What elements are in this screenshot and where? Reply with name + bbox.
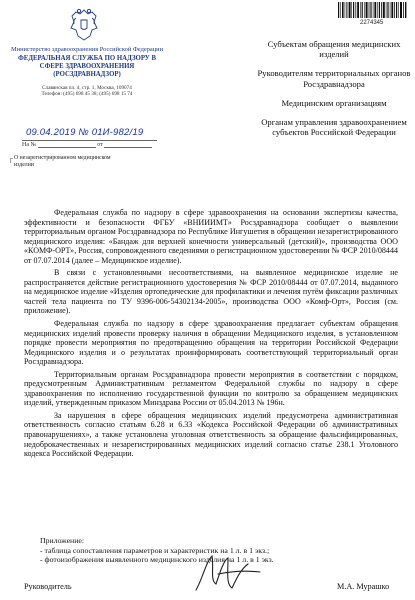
ministry-name: Министерство здравоохранения Российской Федерации: [10, 46, 164, 53]
handwritten-signature: [188, 550, 266, 596]
paragraph-4: Территориальным органам Росздравнадзора провести мероприятия в соответствии с порядком, предусмотренным Административным регламентом Федеральной службы по надзору в сфере здравоохранения по исполнению государственной функции по контролю за обращением медицинских изделий, утвержденным приказом Минздрава России от 05.04.2013 № 196н.: [24, 369, 398, 408]
attachment-label: Приложение:: [40, 536, 85, 545]
handwritten-registration: 09.04.2019 № 01И-982/19: [26, 127, 144, 138]
address-line: Славянская пл. 4, стр. 1, Москва, 109074: [42, 84, 132, 91]
barcode-number: 2274345: [360, 20, 384, 26]
letterhead: [6, 46, 168, 97]
letter-subject: ┌ О незарегистрированном медицинском изделии: [8, 155, 111, 168]
coat-of-arms-emblem: [66, 6, 102, 44]
paragraph-5: За нарушения в сфере обращения медицинских изделий предусмотрена административная ответственность согласно статьям 6.28 и 6.33 «Кодекса Российской Федерации об административных правонарушениях», а также установлена уголовная ответственность за обращение фальсифицированных, недоброкачественных и незарегистрированных медицинских изделий согласно статье 238.1 Уголовного кодекса Российской Федерации.: [24, 410, 398, 459]
addressee-block: [253, 39, 415, 146]
phone-line: Телефон: (495) 698 45 38; (495) 698 15 74: [41, 91, 133, 97]
barcode: [338, 2, 408, 18]
addressee-1: Субъектам обращения медицинских изделий: [267, 39, 401, 60]
signatory-name: М.А. Мурашко: [337, 582, 390, 591]
attachment-item-1: - таблица сопоставления параметров и характеристик на 1 л. в 1 экз.;: [40, 545, 270, 555]
addressee-3: Медицинским организациям: [281, 97, 387, 108]
service-name: ФЕДЕРАЛЬНАЯ СЛУЖБА ПО НАДЗОРУ В СФЕРЕ ЗДРАВООХРАНЕНИЯ (РОСЗДРАВНАДЗОР): [17, 54, 157, 78]
letter-body: [24, 208, 398, 462]
subject-text: О незарегистрированном медицинском изделии: [14, 155, 111, 168]
paragraph-3: Федеральная служба по надзору в сфере здравоохранения предлагает субъектам обращения медицинских изделий провести проверку наличия в обращении Медицинского изделия, в установленном порядке провести мероприятия по предотвращению обращения на территории Российской Федерации Медицинского изделия и о результатах проинформировать соответствующий территориальный орган Росздравнадзора.: [24, 319, 398, 367]
paragraph-2: В связи с установленными несоответствиями, на выявленное медицинское изделие не распространяется действие регистрационного удостоверения № ФСР 2010/08444 от 07.07.2014, выданного на медицинское изделие «Изделия ортопедические для профилактики и лечения путём фиксации различных частей тела пациента по ТУ 9396-006-54302134-2005», производства ООО «Комф-Орт», Россия (см. приложение).: [24, 268, 398, 316]
addressee-2: Руководителям территориальных органов Росздравнадзора: [257, 68, 411, 89]
addressee-4: Органам управления здравоохранением субъектов Российской Федерации: [261, 117, 407, 138]
attachment-item-2: - фотоизображения выявленного медицинского изделия на 1 л. в 1 экз.: [40, 555, 274, 564]
reference-line: [22, 142, 157, 148]
paragraph-1: Федеральная служба по надзору в сфере здравоохранения на основании экспертизы качества, эффективности и безопасности ФГБУ «ВНИИИМТ» Росздравнадзора сообщает о выявлении территориальным органом Росздравнадзора по Республике Ингушетия в обращении незарегистрированного медицинского изделия: «Бандаж для верхней конечности универсальный (детский)», производства ООО «КОМФ-ОРТ», Россия, сопровожденного сведениями о регистрационном удостоверении № ФСР 2010/08444 от 07.07.2014 (далее – Медицинское изделие).: [24, 208, 398, 265]
signatory-role: Руководитель: [24, 582, 72, 591]
ot-label: от: [97, 142, 103, 148]
na-prefix: На №: [22, 142, 37, 148]
